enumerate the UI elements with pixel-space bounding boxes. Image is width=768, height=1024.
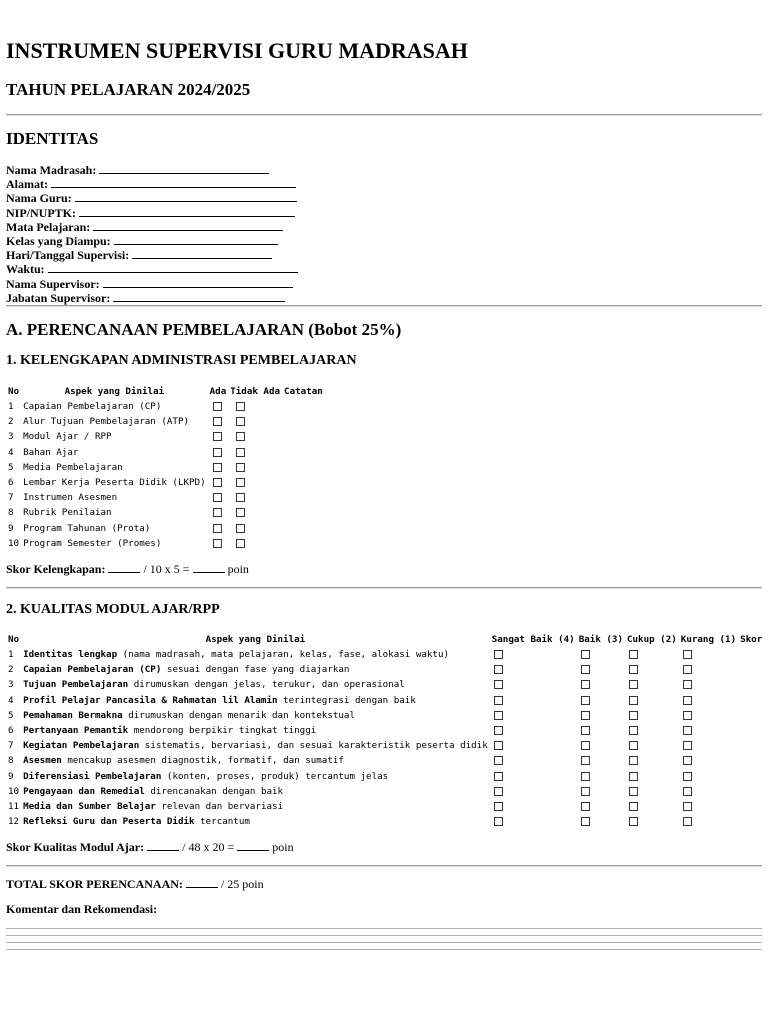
radio-kurang[interactable]: [683, 787, 692, 796]
radio-sangat-baik[interactable]: [494, 711, 503, 720]
skor-cell[interactable]: [738, 693, 764, 708]
checkbox-ada[interactable]: [213, 417, 222, 426]
radio-kurang[interactable]: [683, 680, 692, 689]
radio-cukup[interactable]: [629, 711, 638, 720]
field-blank[interactable]: [114, 234, 278, 245]
skor-kelengkapan: Skor Kelengkapan: / 10 x 5 = poin: [6, 562, 249, 576]
checkbox-ada[interactable]: [213, 402, 222, 411]
checkbox-tidak-ada[interactable]: [236, 493, 245, 502]
table-row: 8 Rubrik Penilaian: [6, 505, 325, 520]
table-row: 6 Lembar Kerja Peserta Didik (LKPD): [6, 475, 325, 490]
table-row: 10 Program Semester (Promes): [6, 536, 325, 551]
radio-baik[interactable]: [581, 772, 590, 781]
radio-kurang[interactable]: [683, 741, 692, 750]
checkbox-ada[interactable]: [213, 478, 222, 487]
radio-cukup[interactable]: [629, 772, 638, 781]
checkbox-tidak-ada[interactable]: [236, 524, 245, 533]
skor-cell[interactable]: [738, 814, 764, 829]
radio-kurang[interactable]: [683, 665, 692, 674]
score-blank[interactable]: [108, 562, 140, 573]
field-hari-tanggal[interactable]: Hari/Tanggal Supervisi:: [6, 248, 298, 262]
radio-sangat-baik[interactable]: [494, 787, 503, 796]
field-nama-guru[interactable]: Nama Guru:: [6, 191, 298, 205]
kualitas-table: [6, 632, 764, 829]
radio-cukup[interactable]: [629, 802, 638, 811]
radio-cukup[interactable]: [629, 741, 638, 750]
checkbox-tidak-ada[interactable]: [236, 508, 245, 517]
comment-line[interactable]: [6, 935, 762, 936]
field-blank[interactable]: [75, 191, 297, 202]
col-aspek: Aspek yang Dinilai: [205, 634, 306, 645]
divider: [6, 114, 762, 116]
table-row: 1 Capaian Pembelajaran (CP): [6, 399, 325, 414]
field-mata-pelajaran[interactable]: Mata Pelajaran:: [6, 220, 298, 234]
skor-cell[interactable]: [738, 799, 764, 814]
comment-line[interactable]: [6, 949, 762, 950]
field-blank[interactable]: [103, 277, 293, 288]
radio-kurang[interactable]: [683, 726, 692, 735]
field-kelas[interactable]: Kelas yang Diampu:: [6, 234, 298, 248]
col-ada: Ada: [209, 386, 227, 397]
table-row: 8 Asesmen mencakup asesmen diagnostik, formatif, dan sumatif: [6, 753, 764, 768]
table-row: 9 Diferensiasi Pembelajaran (konten, proses, produk) tercantum jelas: [6, 769, 764, 784]
field-blank[interactable]: [132, 248, 272, 259]
checkbox-ada[interactable]: [213, 463, 222, 472]
radio-sangat-baik[interactable]: [494, 665, 503, 674]
field-nip-nuptk[interactable]: NIP/NUPTK:: [6, 206, 298, 220]
radio-sangat-baik[interactable]: [494, 772, 503, 781]
table-row: 2 Alur Tujuan Pembelajaran (ATP): [6, 414, 325, 429]
col-catatan: Catatan: [284, 386, 323, 397]
radio-sangat-baik[interactable]: [494, 741, 503, 750]
table-row: 7 Kegiatan Pembelajaran sistematis, bervariasi, dan sesuai karakteristik peserta didik: [6, 738, 764, 753]
table-row: 5 Pemahaman Bermakna dirumuskan dengan menarik dan kontekstual: [6, 708, 764, 723]
divider: [6, 587, 762, 589]
part1-heading: 1. KELENGKAPAN ADMINISTRASI PEMBELAJARAN: [6, 353, 357, 368]
col-baik: Baik (3): [578, 634, 623, 645]
skor-cell[interactable]: [738, 662, 764, 677]
radio-sangat-baik[interactable]: [494, 756, 503, 765]
radio-baik[interactable]: [581, 711, 590, 720]
checkbox-tidak-ada[interactable]: [236, 448, 245, 457]
radio-baik[interactable]: [581, 665, 590, 674]
radio-kurang[interactable]: [683, 817, 692, 826]
checkbox-ada[interactable]: [213, 493, 222, 502]
identitas-heading: IDENTITAS: [6, 129, 99, 148]
radio-cukup[interactable]: [629, 817, 638, 826]
komentar-label: Komentar dan Rekomendasi:: [6, 902, 158, 916]
col-no: No: [8, 634, 20, 645]
field-blank[interactable]: [48, 262, 298, 273]
checkbox-ada[interactable]: [213, 432, 222, 441]
radio-kurang[interactable]: [683, 802, 692, 811]
score-blank[interactable]: [237, 840, 269, 851]
radio-baik[interactable]: [581, 817, 590, 826]
table-row: 4 Bahan Ajar: [6, 445, 325, 460]
radio-sangat-baik[interactable]: [494, 802, 503, 811]
radio-sangat-baik[interactable]: [494, 650, 503, 659]
table-header-row: [6, 632, 764, 647]
col-cukup: Cukup (2): [626, 634, 677, 645]
skor-cell[interactable]: [738, 753, 764, 768]
table-row: 6 Pertanyaan Pemantik mendorong berpikir tingkat tinggi: [6, 723, 764, 738]
skor-cell[interactable]: [738, 647, 764, 662]
field-blank[interactable]: [99, 163, 269, 174]
comment-line[interactable]: [6, 928, 762, 929]
field-jabatan-supervisor[interactable]: Jabatan Supervisor:: [6, 291, 298, 305]
radio-kurang[interactable]: [683, 696, 692, 705]
radio-kurang[interactable]: [683, 772, 692, 781]
field-nama-supervisor[interactable]: Nama Supervisor:: [6, 277, 298, 291]
checkbox-tidak-ada[interactable]: [236, 478, 245, 487]
section-a-heading: A. PERENCANAAN PEMBELAJARAN (Bobot 25%): [6, 320, 402, 339]
field-blank[interactable]: [79, 206, 295, 217]
radio-baik[interactable]: [581, 756, 590, 765]
skor-cell[interactable]: [738, 769, 764, 784]
divider: [6, 865, 762, 867]
skor-cell[interactable]: [738, 784, 764, 799]
skor-cell[interactable]: [738, 738, 764, 753]
total-skor-perencanaan: TOTAL SKOR PERENCANAAN: / 25 poin: [6, 877, 264, 891]
col-no: No: [8, 386, 20, 397]
radio-cukup[interactable]: [629, 680, 638, 689]
score-blank[interactable]: [186, 877, 218, 888]
radio-baik[interactable]: [581, 787, 590, 796]
radio-baik[interactable]: [581, 680, 590, 689]
field-blank[interactable]: [93, 220, 283, 231]
table-row: 2 Capaian Pembelajaran (CP) sesuai dengan fase yang diajarkan: [6, 662, 764, 677]
radio-sangat-baik[interactable]: [494, 680, 503, 689]
radio-cukup[interactable]: [629, 726, 638, 735]
radio-cukup[interactable]: [629, 756, 638, 765]
comment-line[interactable]: [6, 942, 762, 943]
skor-kualitas: Skor Kualitas Modul Ajar: / 48 x 20 = poin: [6, 840, 294, 854]
radio-baik[interactable]: [581, 650, 590, 659]
radio-baik[interactable]: [581, 696, 590, 705]
part2-heading: 2. KUALITAS MODUL AJAR/RPP: [6, 602, 220, 617]
academic-year: TAHUN PELAJARAN 2024/2025: [6, 80, 251, 99]
col-tidak-ada: Tidak Ada: [230, 386, 281, 397]
checkbox-ada[interactable]: [213, 448, 222, 457]
table-header-row: [6, 384, 325, 399]
table-row: 4 Profil Pelajar Pancasila & Rahmatan lil Alamin terintegrasi dengan baik: [6, 693, 764, 708]
table-row: 10 Pengayaan dan Remedial direncanakan dengan baik: [6, 784, 764, 799]
skor-cell[interactable]: [738, 677, 764, 692]
radio-sangat-baik[interactable]: [494, 726, 503, 735]
radio-kurang[interactable]: [683, 711, 692, 720]
score-blank[interactable]: [193, 562, 225, 573]
skor-cell[interactable]: [738, 708, 764, 723]
radio-cukup[interactable]: [629, 787, 638, 796]
radio-baik[interactable]: [581, 802, 590, 811]
col-sangat-baik: Sangat Baik (4): [491, 634, 575, 645]
field-blank[interactable]: [51, 177, 296, 188]
document-title: INSTRUMEN SUPERVISI GURU MADRASAH: [6, 38, 468, 63]
col-aspek: Aspek yang Dinilai: [64, 386, 165, 397]
radio-sangat-baik[interactable]: [494, 817, 503, 826]
table-row: 11 Media dan Sumber Belajar relevan dan bervariasi: [6, 799, 764, 814]
checkbox-tidak-ada[interactable]: [236, 539, 245, 548]
col-kurang: Kurang (1): [680, 634, 737, 645]
radio-cukup[interactable]: [629, 696, 638, 705]
col-skor: Skor: [740, 634, 763, 645]
score-blank[interactable]: [147, 840, 179, 851]
checkbox-ada[interactable]: [213, 539, 222, 548]
kelengkapan-table: [6, 384, 325, 551]
table-row: 9 Program Tahunan (Prota): [6, 521, 325, 536]
table-row: 3 Tujuan Pembelajaran dirumuskan dengan jelas, terukur, dan operasional: [6, 677, 764, 692]
checkbox-tidak-ada[interactable]: [236, 432, 245, 441]
skor-cell[interactable]: [738, 723, 764, 738]
checkbox-tidak-ada[interactable]: [236, 417, 245, 426]
checkbox-ada[interactable]: [213, 508, 222, 517]
table-row: 3 Modul Ajar / RPP: [6, 429, 325, 444]
field-alamat[interactable]: Alamat:: [6, 177, 298, 191]
radio-kurang[interactable]: [683, 756, 692, 765]
checkbox-ada[interactable]: [213, 524, 222, 533]
field-waktu[interactable]: Waktu:: [6, 262, 298, 276]
radio-sangat-baik[interactable]: [494, 696, 503, 705]
identitas-fields: [6, 163, 298, 305]
field-nama-madrasah[interactable]: Nama Madrasah:: [6, 163, 298, 177]
checkbox-tidak-ada[interactable]: [236, 402, 245, 411]
table-row: 5 Media Pembelajaran: [6, 460, 325, 475]
radio-kurang[interactable]: [683, 650, 692, 659]
radio-cukup[interactable]: [629, 665, 638, 674]
table-row: 12 Refleksi Guru dan Peserta Didik tercantum: [6, 814, 764, 829]
checkbox-tidak-ada[interactable]: [236, 463, 245, 472]
radio-cukup[interactable]: [629, 650, 638, 659]
divider: [6, 305, 762, 307]
table-row: 7 Instrumen Asesmen: [6, 490, 325, 505]
field-blank[interactable]: [113, 291, 285, 302]
table-row: 1 Identitas lengkap (nama madrasah, mata pelajaran, kelas, fase, alokasi waktu): [6, 647, 764, 662]
radio-baik[interactable]: [581, 726, 590, 735]
radio-baik[interactable]: [581, 741, 590, 750]
